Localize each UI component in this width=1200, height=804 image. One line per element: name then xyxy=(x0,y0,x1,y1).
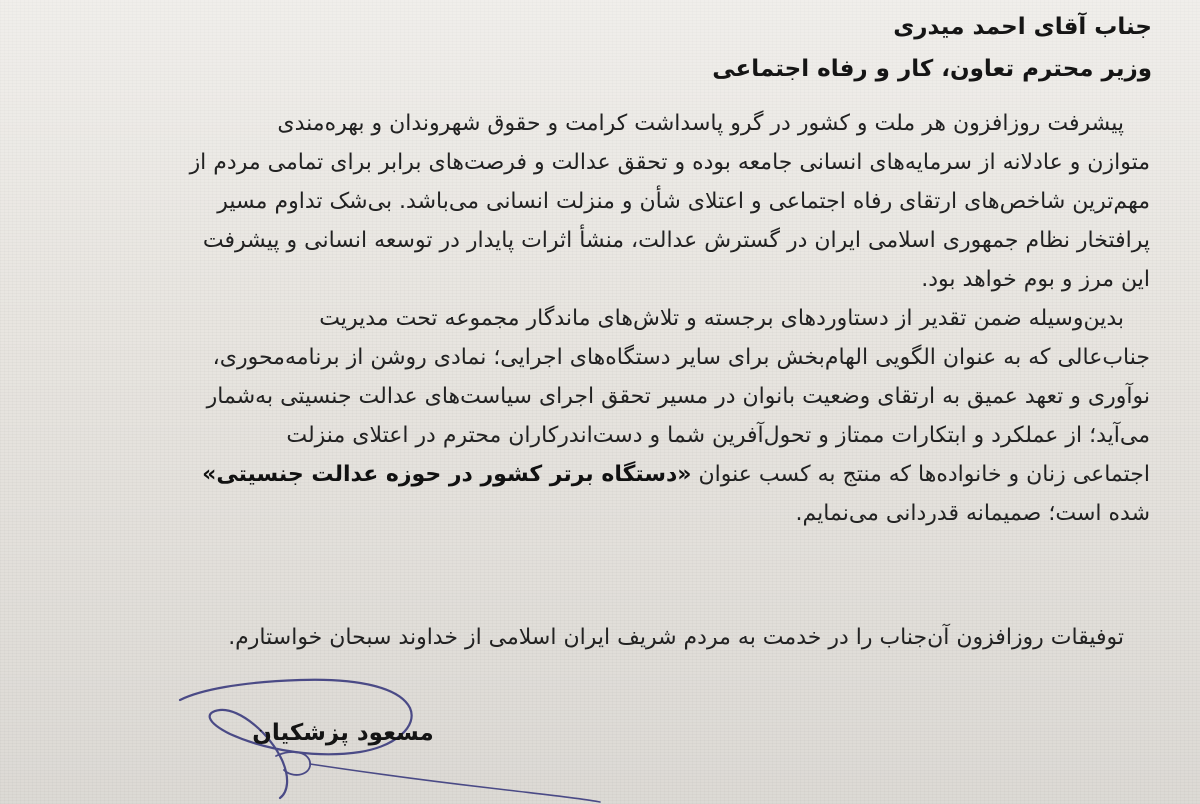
signature-block xyxy=(160,660,620,804)
paragraph-1-line-3: مهم‌ترین شاخص‌های ارتقای رفاه اجتماعی و اعتلای شأن و منزلت انسانی می‌باشد. بی‌شک تداوم مسیر xyxy=(217,189,1150,214)
closing-line: توفیقات روزافزون آن‌جناب را در خدمت به مردم شریف ایران اسلامی از خداوند سبحان خواستارم. xyxy=(228,625,1124,650)
closing-section xyxy=(60,618,1150,657)
award-sentence: اجتماعی زنان و خانواده‌ها که منتج به کسب عنوان xyxy=(691,462,1150,487)
paragraph-2-line-5 xyxy=(60,455,1150,494)
paragraph-2-line-4: می‌آید؛ از عملکرد و ابتکارات ممتاز و تحول‌آفرین شما و دست‌اندرکاران محترم در اعتلای منزلت xyxy=(286,423,1150,448)
letter-header xyxy=(452,6,1152,90)
signer-name: مسعود پزشکیان xyxy=(252,720,434,746)
paragraph-2-line-1: بدین‌وسیله ضمن تقدیر از دستاوردهای برجسته و تلاش‌های ماندگار مجموعه تحت مدیریت xyxy=(319,306,1124,331)
recipient-title: وزیر محترم تعاون، کار و رفاه اجتماعی xyxy=(712,56,1152,82)
recipient-name: جناب آقای احمد میدری xyxy=(893,14,1152,40)
paragraph-1-line-1: پیشرفت روزافزون هر ملت و کشور در گرو پاسداشت کرامت و حقوق شهروندان و بهره‌مندی xyxy=(277,111,1124,136)
paragraph-1-line-5: این مرز و بوم خواهد بود. xyxy=(921,267,1150,292)
paragraph-2-line-6: شده است؛ صمیمانه قدردانی می‌نمایم. xyxy=(795,501,1150,526)
paragraph-1-line-2: متوازن و عادلانه از سرمایه‌های انسانی جامعه بوده و تحقق عدالت و فرصت‌های برابر برای تمامی مردم از xyxy=(189,150,1150,175)
paragraph-1-line-4: پرافتخار نظام جمهوری اسلامی ایران در گسترش عدالت، منشأ اثرات پایدار در توسعه انسانی و پیشرفت xyxy=(202,228,1150,253)
paragraph-2-line-3: نوآوری و تعهد عمیق به ارتقای وضعیت بانوان در مسیر تحقق اجرای سیاست‌های عدالت جنسیتی به‌شمار xyxy=(206,384,1150,409)
award-title: «دستگاه برتر کشور در حوزه عدالت جنسیتی» xyxy=(202,462,692,487)
paragraph-2-line-2: جناب‌عالی که به عنوان الگویی الهام‌بخش برای سایر دستگاه‌های اجرایی؛ نمادی روشن از برنامه‌محوری، xyxy=(212,345,1150,370)
letter-body xyxy=(60,104,1150,533)
